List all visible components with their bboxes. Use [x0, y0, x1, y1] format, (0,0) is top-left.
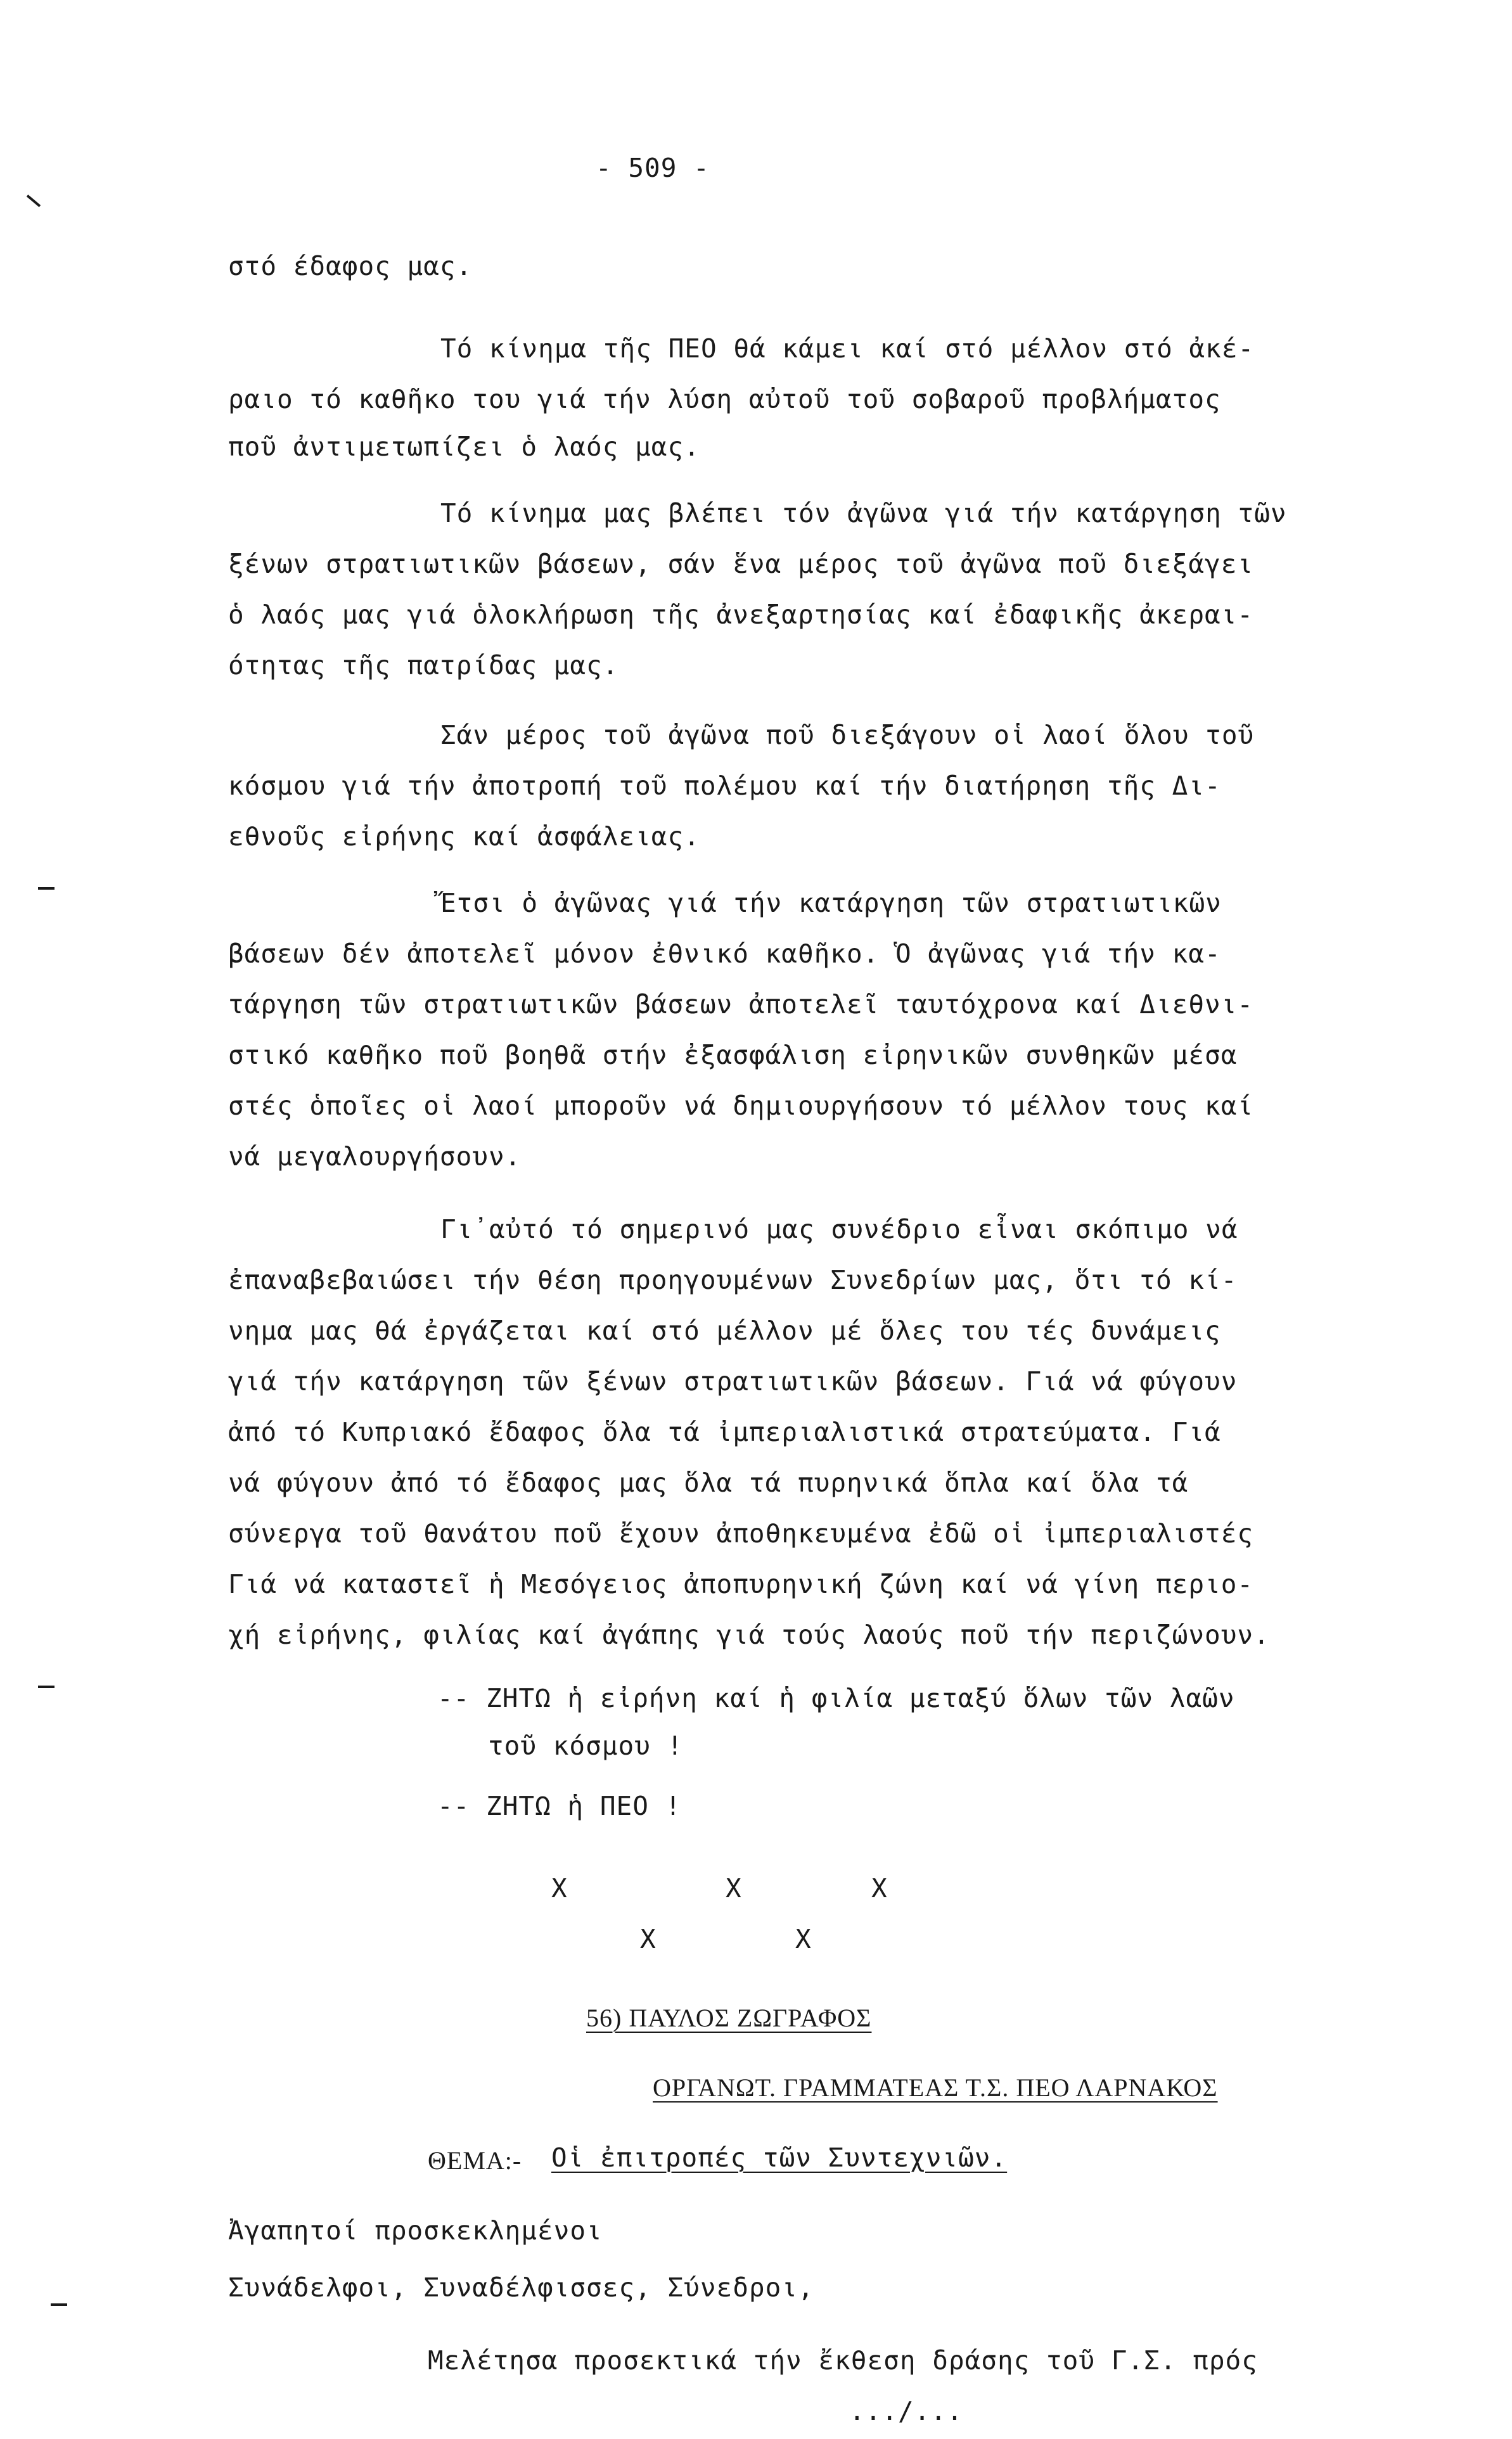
paragraph-line: στό έδαφος μας. [228, 251, 473, 281]
paragraph-line: νά φύγουν ἀπό τό ἔδαφος μας ὅλα τά πυρηνικά ὅπλα καί ὅλα τά [228, 1468, 1189, 1498]
theme-text: Οἱ ἐπιτροπές τῶν Συντεχνιῶν. [551, 2142, 1008, 2173]
paragraph-line: ἀπό τό Κυπριακό ἔδαφος ὅλα τά ἰμπεριαλιστικά στρατεύματα. Γιά [228, 1417, 1221, 1447]
page-continuation: .../... [849, 2396, 963, 2426]
closing-line: Μελέτησα προσεκτικά τήν ἔκθεση δράσης τοῦ Γ.Σ. πρός [428, 2345, 1258, 2376]
salutation-line: Συνάδελφοι, Συναδέλφισσες, Σύνεδροι, [228, 2272, 814, 2303]
paragraph-line: Ἔτσι ὁ ἀγῶνας γιά τήν κατάργηση τῶν στρατιωτικῶν [440, 888, 1222, 918]
paragraph-line: ἐπαναβεβαιώσει τήν θέση προηγουμένων Συνεδρίων μας, ὅτι τό κί- [228, 1265, 1238, 1295]
paragraph-line: Τό κίνημα τῆς ΠΕΟ θά κάμει καί στό μέλλον στό ἀκέ- [440, 333, 1255, 364]
paragraph-line: στές ὁποῖες οἱ λαοί μποροῦν νά δημιουργήσουν τό μέλλον τους καί [228, 1091, 1254, 1121]
paragraph-line: νά μεγαλουργήσουν. [228, 1141, 522, 1172]
page-number: - 509 - [596, 153, 710, 183]
paragraph-line: βάσεων δέν ἀποτελεῖ μόνον ἐθνικό καθῆκο. Ὁ ἀγῶνας γιά τήν κα- [228, 938, 1221, 969]
paragraph-line: Γιά νά καταστεῖ ἡ Μεσόγειος ἀποπυρηνική ζώνη καί νά γίνη περιο- [228, 1569, 1254, 1599]
paragraph-line: ὁ λαός μας γιά ὁλοκλήρωση τῆς ἀνεξαρτησίας καί ἐδαφικῆς ἀκεραι- [228, 599, 1254, 630]
paragraph-line: χή εἰρήνης, φιλίας καί ἀγάπης γιά τούς λαούς ποῦ τήν περιζώνουν. [228, 1620, 1270, 1650]
speaker-role: ΟΡΓΑΝΩΤ. ΓΡΑΜΜΑΤΕΑΣ Τ.Σ. ΠΕΟ ΛΑΡΝΑΚΟΣ [653, 2073, 1218, 2102]
separator-x: X [551, 1873, 568, 1904]
margin-mark [51, 2303, 67, 2306]
margin-mark [38, 887, 54, 890]
margin-mark [38, 1686, 54, 1688]
paragraph-line: σύνεργα τοῦ θανάτου ποῦ ἔχουν ἀποθηκευμένα ἐδῶ οἱ ἰμπεριαλιστές [228, 1518, 1254, 1549]
margin-mark [27, 195, 41, 207]
paragraph-line: ραιο τό καθῆκο του γιά τήν λύση αὐτοῦ τοῦ σοβαροῦ προβλήματος [228, 384, 1221, 414]
paragraph-line: ξένων στρατιωτικῶν βάσεων, σάν ἕνα μέρος τοῦ ἀγῶνα ποῦ διεξάγει [228, 549, 1254, 579]
speaker-heading: 56) ΠΑΥΛΟΣ ΖΩΓΡΑΦΟΣ [586, 2004, 872, 2032]
paragraph-line: τάργηση τῶν στρατιωτικῶν βάσεων ἀποτελεῖ ταυτόχρονα καί Διεθνι- [228, 989, 1254, 1020]
paragraph-line: εθνοῦς εἰρήνης καί ἀσφάλειας. [228, 821, 700, 852]
paragraph-line: κόσμου γιά τήν ἀποτροπή τοῦ πολέμου καί τήν διατήρηση τῆς Δι- [228, 771, 1221, 801]
paragraph-line: ότητας τῆς πατρίδας μας. [228, 650, 619, 681]
paragraph-line: Γι᾽αὐτό τό σημερινό μας συνέδριο εἶναι σκόπιμο νά [440, 1214, 1238, 1245]
paragraph-line: γιά τήν κατάργηση τῶν ξένων στρατιωτικῶν βάσεων. Γιά νά φύγουν [228, 1366, 1238, 1397]
paragraph-line: Τό κίνημα μας βλέπει τόν ἀγῶνα γιά τήν κατάργηση τῶν [440, 498, 1287, 528]
paragraph-line: νημα μας θά ἐργάζεται καί στό μέλλον μέ ὅλες του τές δυνάμεις [228, 1316, 1221, 1346]
paragraph-line: Σάν μέρος τοῦ ἀγῶνα ποῦ διεξάγουν οἱ λαοί ὅλου τοῦ [440, 720, 1255, 750]
separator-x: X [640, 1924, 657, 1954]
slogan: τοῦ κόσμου ! [488, 1731, 684, 1761]
paragraph-line: ποῦ ἀντιμετωπίζει ὁ λαός μας. [228, 432, 700, 462]
paragraph-line: στικό καθῆκο ποῦ βοηθᾶ στήν ἐξασφάλιση εἰρηνικῶν συνθηκῶν μέσα [228, 1040, 1238, 1070]
slogan: -- ΖΗΤΩ ἡ ΠΕΟ ! [437, 1791, 682, 1821]
separator-x: X [871, 1873, 888, 1904]
salutation-line: Ἀγαπητοί προσκεκλημένοι [228, 2215, 603, 2246]
slogan: -- ΖΗΤΩ ἡ εἰρήνη καί ἡ φιλία μεταξύ ὅλων τῶν λαῶν [437, 1683, 1235, 1713]
separator-x: X [726, 1873, 742, 1904]
separator-x: X [795, 1924, 812, 1954]
theme-label: ΘΕΜΑ:- [428, 2146, 522, 2175]
